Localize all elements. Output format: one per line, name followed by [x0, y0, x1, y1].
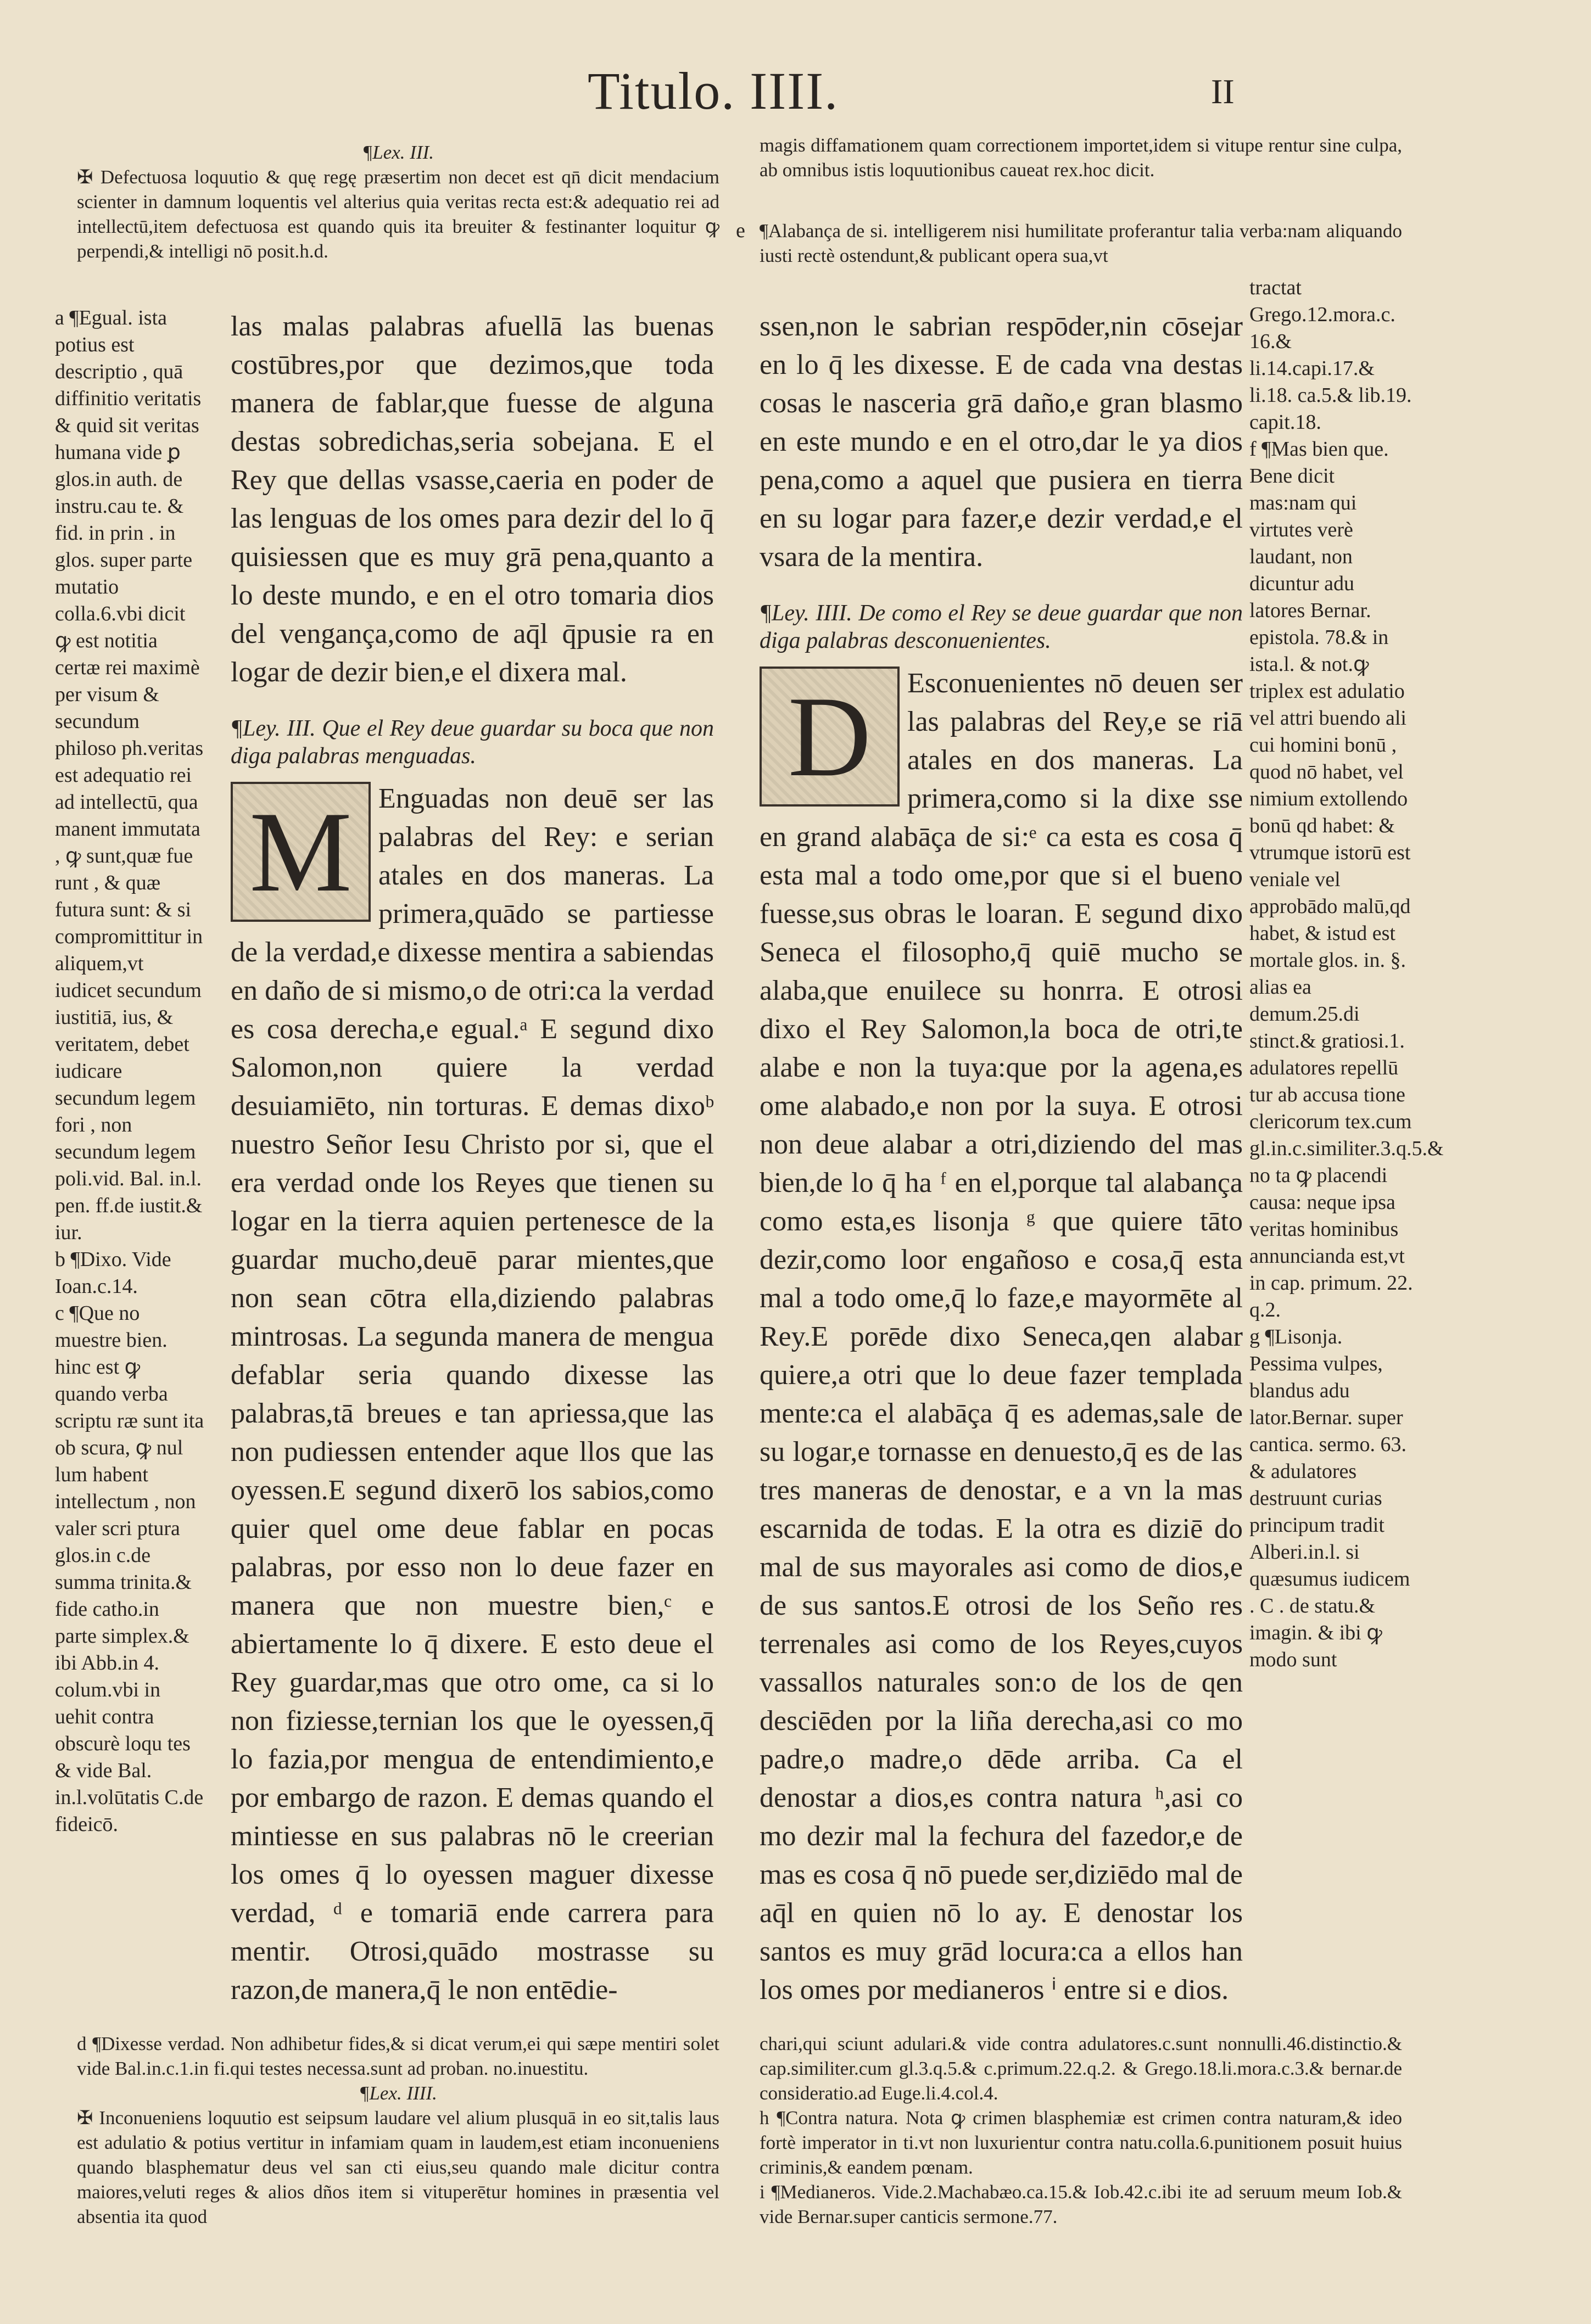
left-margin-notes [55, 305, 204, 1838]
bottom-left-gloss [77, 2031, 719, 2229]
main-column-2 [760, 307, 1243, 2009]
gloss-heading: ¶Lex. IIII. [359, 2082, 437, 2104]
bottom-right-gloss [760, 2031, 1402, 2229]
margin-note: c ¶Que no muestre bien. hinc est ꝙ quando verba scriptu ræ sunt ita ob scura, ꝙ nul lum habent intellectum , non valer scri ptura glos.in c.de summa trinita.& fide catho.in parte simplex.& ibi Abb.in 4. colum.vbi in uehit contra obscurè loqu tes & vide Bal. in.l.volūtatis C.de fideicō. [55, 1302, 204, 1836]
paragraph: Esconuenientes nō deuen ser las palabras del Rey,e se riā atales en dos maneras. La primera,como si la dixe sse en grand alabāça de si:ᵉ ca esta es cosa q̄ esta mal a todo ome,por que si el bueno fuesse,sus obras le loaran. E segund dixo Seneca el filosopho,q̄ quiē mucho se alaba,que enuilece su honrra. E otrosi dixo el Rey Salomon,la boca de otri,te alabe e non la tuya:que por la agena,es ome alabado,e non por la suya. E otrosi non deue alabar a otri,diziendo del mas bien,de lo q̄ ha ᶠ en el,porque tal alabança como esta,es lisonja ᵍ que quiere tāto dezir,como loor engañoso e cosa,q̄ esta mal a todo ome,q̄ lo faze,e mayormēte al Rey.E porēde dixo Seneca,qen alabar quiere,a otri que lo deue fazer templada mente:ca el alabāça q̄ es ademas,sale de su logar,e tornasse en denuesto,q̄ es de las tres maneras de denostar, e a vn la mas escarnida de todas. E la otra es diziē do mal de sus mayorales asi como de dios,e de sus santos.E otrosi de los Seño res terrenales asi como de los Reyes,cuyos vassallos naturales son:o de los de qen desciēden por la liña derecha,asi co mo padre,o madre,o dēde arriba. Ca el denostar a dios,es contra natura ʰ,asi co mo dezir mal la fechura del fazedor,e de mas es cosa q̄ nō puede ser,diziēdo mal de aq̄l en quien nō lo ay. E denostar los santos es muy grād locura:ca a ellos han los omes por medianeros ⁱ entre si e dios. [760, 668, 1243, 2006]
gloss-paragraph: ✠ Defectuosa loquutio & quę regę præsertim non decet est qn̄ dicit mendacium scienter in damnum loquentis vel alterius quia veritas recta est:& adequatio rei ad intellectū,item defectuosa est quando quis ita breuiter & festinanter loquitur ꝙ perpendi,& intelligi nō posit.h.d. [77, 166, 719, 262]
paragraph: Enguadas non deuē ser las palabras del Rey: e serian atales en dos maneras. La primera,quādo se partiesse de la verdad,e dixesse mentira a sabiendas en daño de si mismo,o de otri:ca la verdad es cosa derecha,e egual.ᵃ E segund dixo Salomon,non quiere la verdad desuiamiēto, nin torturas. E demas dixoᵇ nuestro Señor Iesu Christo por si, que el era verdad onde los Reyes que tienen su logar en la tierra aquien pertenesce de la guardar mucho,deuē parar mientes,que non sean cōtra ella,diziendo palabras mintrosas. La segunda manera de mengua defablar seria quando dixesse las palabras,tā breues e tan apriessa,que las non pudiessen entender aque llos que las oyessen.E segund dixerō los sabios,como quier quel ome deue fablar en pocas palabras, por esso non lo deue fazer en manera que non muestre bien,ᶜ e abiertamente lo q̄ dixere. E esto deue el Rey guardar,mas que otro ome, ca si lo non fiziesse,ternian los que le oyessen,q̄ lo fazia,por mengua de entendimiento,e por embargo de razon. E demas quando el mintiesse en sus palabras nō le creerian los omes q̄ lo oyessen maguer dixesse verdad, ᵈ e tomariā ende carrera para mentir. Otrosi,quādo mostrasse su razon,de manera,q̄ le non entēdie- [231, 783, 714, 2006]
gloss-paragraph: chari,qui sciunt adulari.& vide contra adulatores.c.sunt nonnulli.46.distinctio.& cap.similiter.cum gl.3.q.5.& c.primum.22.q.2. & Grego.18.li.mora.c.3.& bernar.de consideratio.ad Euge.li.4.col.4. [760, 2033, 1402, 2104]
gloss-paragraph: h ¶Contra natura. Nota ꝙ crimen blasphemiæ est crimen contra naturam,& ideo fortè imperator in ti.vt non luxurientur contra natu.colla.6.punitionem posuit huius criminis,& eandem pœnam. [760, 2107, 1402, 2178]
law-rubric: ¶Ley. IIII. De como el Rey se deue guardar que non diga palabras desconuenientes. [760, 601, 1243, 653]
running-title: Titulo. IIII. [588, 61, 839, 120]
gloss-paragraph: i ¶Medianeros. Vide.2.Machabæo.ca.15.& Iob.42.c.ibi ite ad seruum meum Iob.& vide Bernar.super canticis sermone.77. [760, 2181, 1402, 2227]
margin-note: a ¶Egual. ista potius est descriptio , quā diffinitio veritatis & quid sit veritas humana vide ꝑ glos.in auth. de instru.cau te. & fid. in prin . in glos. super parte mutatio colla.6.vbi dicit ꝙ est notitia certæ rei maximè per visum & secundum philoso ph.veritas est adequatio rei ad intellectū, qua manent immutata , ꝙ sunt,quæ fue runt , & quæ futura sunt: & si compromittitur in aliquem,vt iudicet secundum iustitiā, ius, & veritatem, debet iudicare secundum legem fori , non secundum legem poli.vid. Bal. in.l. pen. ff.de iustit.& iur. [55, 306, 204, 1244]
gloss-heading: ¶Lex. III. [362, 142, 434, 163]
margin-note: b ¶Dixo. Vide Ioan.c.14. [55, 1248, 171, 1298]
paragraph: ssen,non le sabrian respōder,nin cōsejar en lo q̄ les dixesse. E de cada vna destas cosas le nasceria grā daño,e gran blasmo en este mundo e en el otro,dar le ya dios pena,como a aquel que pusiera en tierra en su logar para fazer,e dezir verdad,e el vsara de la mentira. [760, 311, 1243, 573]
margin-note: tractat Grego.12.mora.c. 16.& li.14.capi.17.& li.18. ca.5.& lib.19. capit.18. [1249, 276, 1412, 434]
gloss-paragraph: d ¶Dixesse verdad. Non adhibetur fides,& si dicat verum,ei qui sæpe mentiri solet vide Bal.in.c.1.in fi.qui testes necessa.sunt ad proban. no.inuestitu. [77, 2033, 719, 2079]
main-column-1 [231, 307, 714, 2009]
law-rubric: ¶Ley. III. Que el Rey deue guardar su boca que non diga palabras menguadas. [231, 716, 714, 769]
right-margin-notes [1249, 275, 1444, 1673]
top-left-gloss [77, 140, 719, 264]
top-right-gloss-e [760, 219, 1402, 268]
gloss-paragraph: ¶Alabança de si. intelligerem nisi humilitate proferantur talia verba:nam aliquando iusti rectè ostendunt,& publicant opera sua,vt [760, 220, 1402, 266]
margin-note: g ¶Lisonja. Pessima vulpes, blandus adu lator.Bernar. super cantica. sermo. 63. & adulatores destruunt curias principum tradit Alberi.in.l. si quæsumus iudicem . C . de statu.& imagin. & ibi ꝙ modo sunt [1249, 1325, 1410, 1671]
gloss-key-e: e [736, 219, 745, 242]
paragraph: las malas palabras afuellā las buenas costūbres,por que dezimos,que toda manera de fablar,que fuesse de alguna destas sobredichas,seria sobejana. E el Rey que dellas vsasse,caeria en poder de las lenguas de los omes para dezir del lo q̄ quisiessen que es muy grā pena,quanto a lo deste mundo, e en el otro tomaria dios del vengança,como de aq̄l q̄pusie ra en logar de dezir bien,e el dixera mal. [231, 311, 714, 688]
margin-note: f ¶Mas bien que. Bene dicit mas:nam qui virtutes verè laudant, non dicuntur adu latores Bernar. epistola. 78.& in ista.l. & not.ꝙ triplex est adulatio vel attri buendo ali cui homini bonū , quod nō habet, vel nimium extollendo bonū qd habet: & vtrumque istorū est veniale vel approbādo malū,qd habet, & istud est mortale glos. in. §. alias ea demum.25.di stinct.& gratiosi.1. adulatores repellū tur ab accusa tione clericorum tex.cum gl.in.c.similiter.3.q.5.& no ta ꝙ placendi causa: neque ipsa veritas hominibus annuncianda est,vt in cap. primum. 22. q.2. [1249, 438, 1444, 1321]
top-right-gloss [760, 133, 1402, 182]
gloss-paragraph: magis diffamationem quam correctionem importet,idem si vitupe rentur sine culpa, ab omnibus istis loquutionibus caueat rex.hoc dicit. [760, 135, 1402, 181]
folio-number: II [1211, 72, 1235, 111]
decorated-initial: D [760, 667, 900, 807]
decorated-initial: M [231, 782, 371, 922]
gloss-paragraph: ✠ Inconueniens loquutio est seipsum laudare vel alium plusquā in eo sit,talis laus est adulatio & potius vertitur in infamiam quam in laudem,est etiam inconueniens quando blasphematur deus vel san cti eius,seu quando male dicitur contra maiores,veluti reges & alios dños item si vituperētur homines in præsentia vel absentia ita quod [77, 2107, 719, 2227]
